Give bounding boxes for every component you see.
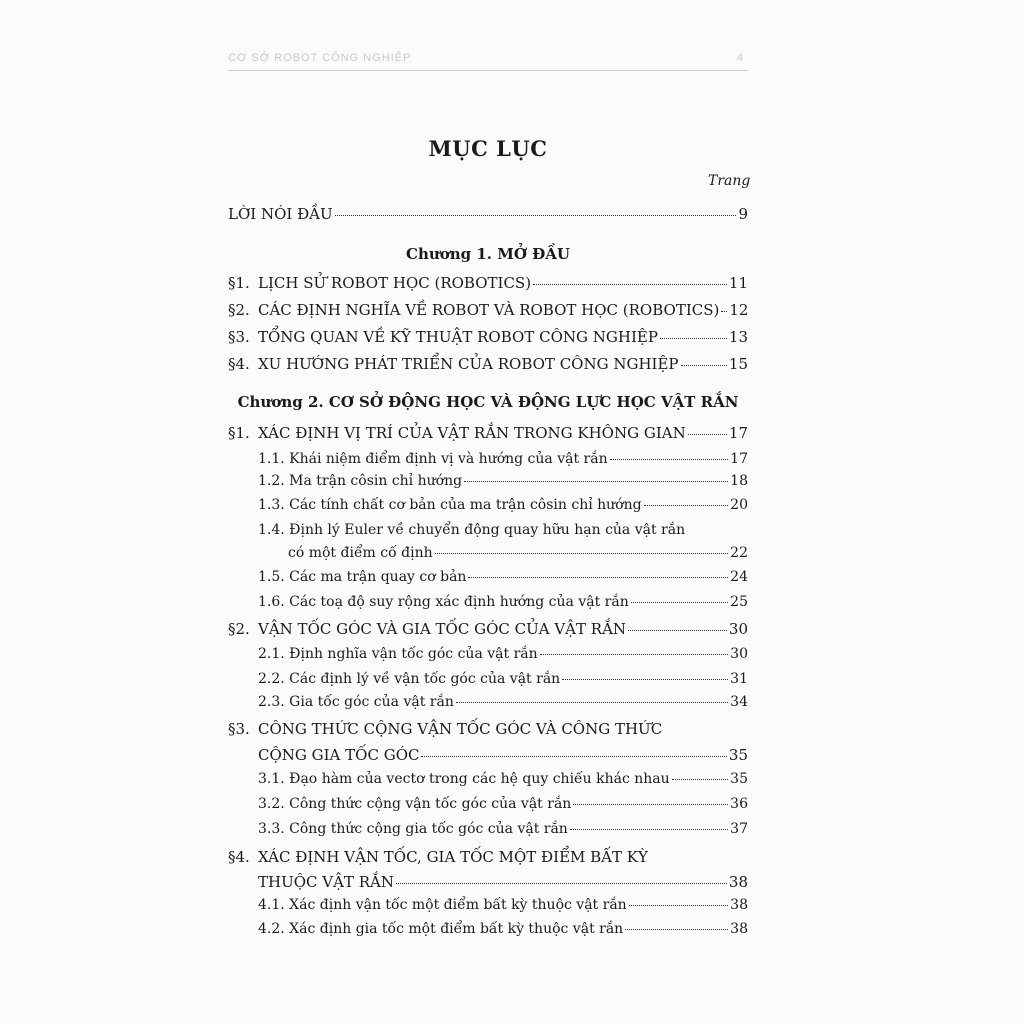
toc-entry-page: 11 (728, 274, 748, 292)
section-number: §2. (228, 620, 250, 638)
dot-leader (464, 481, 728, 482)
toc-entry-page: 31 (730, 671, 748, 687)
toc-entry-subsection-continued[interactable] (288, 544, 748, 562)
dot-leader (456, 702, 728, 703)
toc-entry-subsection[interactable] (258, 670, 748, 688)
toc-entry-label: 1.3. Các tính chất cơ bản của ma trận côsin chỉ hướng (258, 497, 642, 513)
toc-entry-subsection[interactable] (258, 693, 748, 711)
dot-leader (660, 338, 727, 339)
section-number: §3. (228, 720, 250, 738)
toc-entry-section-continued[interactable] (258, 746, 748, 764)
toc-entry-label: LỊCH SỬ ROBOT HỌC (ROBOTICS) (258, 274, 532, 292)
toc-entry-label: VẬN TỐC GÓC VÀ GIA TỐC GÓC CỦA VẬT RẮN (258, 620, 627, 638)
toc-entry-section[interactable] (228, 274, 748, 292)
toc-entry-label: LỜI NÓI ĐẦU (228, 205, 333, 223)
dot-leader (335, 215, 737, 216)
toc-entry-label: CÁC ĐỊNH NGHĨA VỀ ROBOT VÀ ROBOT HỌC (ROBOTICS) (258, 301, 720, 319)
toc-entry-label: 3.3. Công thức cộng gia tốc góc của vật rắn (258, 821, 568, 837)
toc-entry-section[interactable] (228, 620, 748, 638)
toc-entry-label: 4.2. Xác định gia tốc một điểm bất kỳ thuộc vật rắn (258, 921, 624, 937)
page-column-label: Trang (708, 173, 751, 189)
section-number: §4. (228, 848, 250, 866)
dot-leader (681, 365, 727, 366)
toc-entry-label: XU HƯỚNG PHÁT TRIỂN CỦA ROBOT CÔNG NGHIỆP (258, 355, 679, 373)
toc-entry-label: 1.2. Ma trận côsin chỉ hướng (258, 473, 463, 489)
dot-leader (540, 654, 729, 655)
toc-entry-page: 22 (730, 545, 748, 561)
toc-entry-subsection[interactable] (258, 568, 748, 586)
dot-leader (562, 679, 728, 680)
toc-entry-section[interactable] (228, 328, 748, 346)
section-number: §1. (228, 274, 250, 292)
toc-entry-subsection[interactable] (258, 450, 748, 468)
toc-entry-label: 2.1. Định nghĩa vận tốc góc của vật rắn (258, 646, 538, 662)
toc-entry-page: 17 (730, 451, 748, 467)
toc-entry-page: 30 (730, 646, 748, 662)
dot-leader (573, 804, 728, 805)
toc-entry-label: CỘNG GIA TỐC GÓC (258, 746, 420, 764)
dot-leader (631, 602, 728, 603)
toc-entry-page: 17 (728, 424, 748, 442)
toc-entry-section[interactable] (228, 720, 748, 738)
chapter-heading: Chương 1. MỞ ĐẦU (406, 245, 570, 263)
toc-entry-label: XÁC ĐỊNH VỊ TRÍ CỦA VẬT RẮN TRONG KHÔNG GIAN (258, 424, 686, 442)
toc-entry-subsection[interactable] (258, 920, 748, 938)
dot-leader (628, 630, 727, 631)
toc-entry-label: 2.3. Gia tốc góc của vật rắn (258, 694, 454, 710)
dot-leader (533, 284, 727, 285)
toc-entry-subsection[interactable] (258, 593, 748, 611)
toc-entry-label: 1.1. Khái niệm điểm định vị và hướng của vật rắn (258, 451, 608, 467)
dot-leader (570, 829, 728, 830)
dot-leader (435, 553, 729, 554)
toc-entry-page: 13 (728, 328, 748, 346)
toc-entry-page: 37 (730, 821, 748, 837)
section-number: §1. (228, 424, 250, 442)
toc-entry-page: 38 (730, 921, 748, 937)
toc-entry-subsection[interactable] (258, 820, 748, 838)
dot-leader (625, 929, 728, 930)
toc-entry-page: 15 (728, 355, 748, 373)
toc-entry-preface[interactable] (228, 205, 748, 223)
page-title: MỤC LỤC (428, 136, 548, 161)
toc-entry-label: 1.5. Các ma trận quay cơ bản (258, 569, 467, 585)
toc-entry-page: 12 (729, 301, 749, 319)
show-through-header-title: CƠ SỞ ROBOT CÔNG NGHIỆP (228, 52, 412, 64)
toc-entry-label: 3.2. Công thức cộng vận tốc góc của vật rắn (258, 796, 572, 812)
show-through-header (228, 48, 748, 71)
show-through-header-page: 4 (736, 52, 744, 64)
dot-leader (688, 434, 727, 435)
toc-entry-page: 9 (738, 205, 748, 223)
toc-entry-subsection[interactable] (258, 896, 748, 914)
dot-leader (721, 311, 727, 312)
toc-entry-label: 1.6. Các toạ độ suy rộng xác định hướng của vật rắn (258, 594, 629, 610)
toc-entry-page: 24 (730, 569, 748, 585)
toc-entry-label: 4.1. Xác định vận tốc một điểm bất kỳ thuộc vật rắn (258, 897, 627, 913)
toc-entry-subsection[interactable] (258, 770, 748, 788)
dot-leader (396, 883, 727, 884)
toc-entry-label: THUỘC VẬT RẮN (258, 873, 394, 891)
toc-entry-page: 30 (728, 620, 748, 638)
toc-entry-subsection[interactable] (258, 795, 748, 813)
toc-entry-page: 35 (728, 746, 748, 764)
section-number: §2. (228, 301, 250, 319)
toc-entry-label: TỔNG QUAN VỀ KỸ THUẬT ROBOT CÔNG NGHIỆP (258, 328, 658, 346)
section-number: §4. (228, 355, 250, 373)
toc-entry-page: 38 (730, 897, 748, 913)
toc-entry-page: 36 (730, 796, 748, 812)
toc-entry-subsection[interactable] (258, 472, 748, 490)
toc-entry-label: 3.1. Đạo hàm của vectơ trong các hệ quy chiếu khác nhau (258, 771, 670, 787)
toc-entry-label: có một điểm cố định (288, 545, 433, 561)
dot-leader (672, 779, 729, 780)
toc-entry-subsection[interactable] (258, 521, 748, 539)
toc-entry-page: 20 (730, 497, 748, 513)
toc-entry-section[interactable] (228, 355, 748, 373)
chapter-heading: Chương 2. CƠ SỞ ĐỘNG HỌC VÀ ĐỘNG LỰC HỌC VẬT RẮN (237, 393, 739, 411)
toc-entry-page: 18 (730, 473, 748, 489)
dot-leader (610, 459, 729, 460)
toc-entry-label: 1.4. Định lý Euler về chuyển động quay hữu hạn của vật rắn (258, 522, 686, 538)
toc-entry-section[interactable] (228, 301, 748, 319)
toc-entry-page: 38 (728, 873, 748, 891)
toc-entry-page: 25 (730, 594, 748, 610)
dot-leader (629, 905, 728, 906)
toc-entry-page: 35 (730, 771, 748, 787)
toc-entry-label: CÔNG THỨC CỘNG VẬN TỐC GÓC VÀ CÔNG THỨC (258, 720, 663, 738)
toc-entry-section-continued[interactable] (258, 873, 748, 891)
dot-leader (421, 756, 726, 757)
toc-entry-subsection[interactable] (258, 645, 748, 663)
toc-entry-section[interactable] (228, 848, 748, 866)
dot-leader (644, 505, 729, 506)
toc-entry-label: 2.2. Các định lý về vận tốc góc của vật rắn (258, 671, 561, 687)
toc-entry-label: XÁC ĐỊNH VẬN TỐC, GIA TỐC MỘT ĐIỂM BẤT KỲ (258, 848, 648, 866)
toc-entry-section[interactable] (228, 424, 748, 442)
section-number: §3. (228, 328, 250, 346)
toc-entry-subsection[interactable] (258, 496, 748, 514)
toc-entry-page: 34 (730, 694, 748, 710)
dot-leader (468, 577, 728, 578)
